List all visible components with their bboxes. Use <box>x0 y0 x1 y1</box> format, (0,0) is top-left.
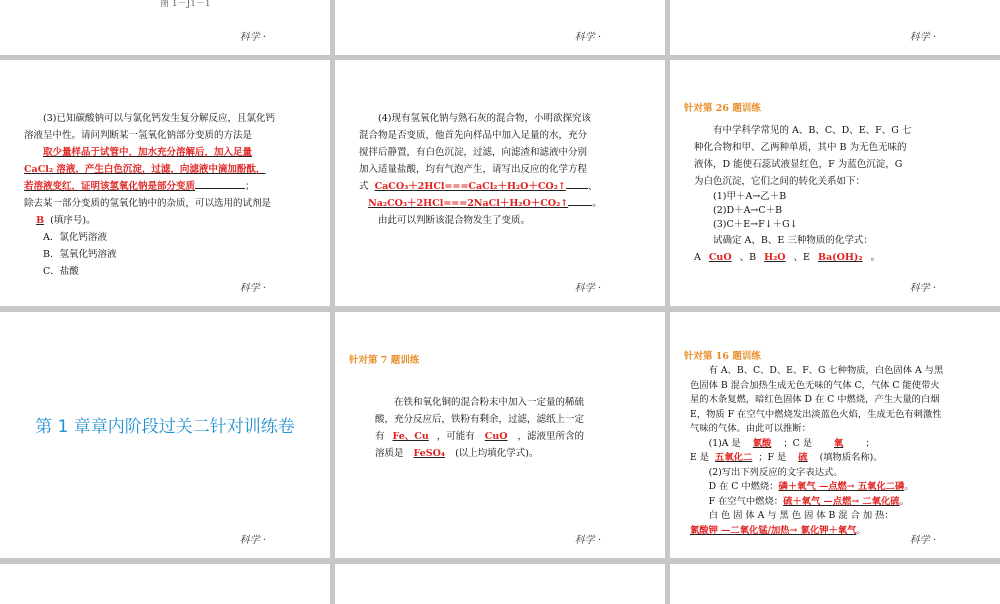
text-line: ，滤液里所含的 <box>517 431 585 442</box>
slide-9 <box>670 312 1000 558</box>
text-line: ；F 是 <box>758 452 787 463</box>
text-line: 星的木条复燃，暗红色固体 D 在 C 中燃烧，产生大量的白烟 <box>690 394 940 405</box>
text-line: 种化合物和甲、乙两种单质，其中 B 为无色无味的 <box>694 142 907 153</box>
reaction-3: (3)C＋E→F↓＋G↓ <box>713 219 798 230</box>
option-a: A．氯化钙溶液 <box>43 232 107 243</box>
text-line: 气味的气体。由此可以推断： <box>690 423 811 434</box>
slide-8-text <box>375 394 625 462</box>
slide-title: 第 1 章章内阶段过关二针对训练卷 <box>35 417 295 437</box>
text-line: 除去某一部分变质的氢氧化钠中的杂质，可以选用的试剂是 <box>24 198 272 209</box>
answer-e: Ba(OH)₂ <box>817 252 863 263</box>
equation-d: 磷＋氧气 —点燃→ 五氧化二磷 <box>778 481 905 492</box>
equation-2: Na₂CO₃＋2HCl===2NaCl＋H₂O＋CO₂↑ <box>368 198 569 209</box>
option-b: B．氢氧化钙溶液 <box>43 249 117 260</box>
text-line: 酸，充分反应后，铁粉有剩余，过滤，滤纸上一定 <box>375 414 585 425</box>
text-line: 有 <box>375 431 385 442</box>
slide-6-text: 有中学科学常见的 A、B、C、D、E、F、G 七 种化合物和甲、乙两种单质，其中 B 为无色无味的 液体，D 能使石蕊试液显红色，F 为蓝色沉淀，G 为白色沉淀，它们之间的转化关系如下： (1)甲＋A→乙＋B (2)D＋A→C＋B (3)C＋E→F↓＋G↓ 试确定 A、B、E 三种物质的化学式： A CuO 、B H₂O 、E Ba(OH)₂ 。 <box>694 122 974 266</box>
equation-a: 氯酸钾 —二氧化锰/加热→ 氯化钾＋氧气 <box>690 524 857 536</box>
slide-footer: 科学 · <box>574 535 601 546</box>
option-c: C．盐酸 <box>43 266 79 277</box>
text-line: ，可能有 <box>436 431 475 442</box>
text-line: 有 A、B、C、D、E、F、G 七种物质，白色固体 A 与黑 <box>708 365 944 376</box>
answer-e: 五氧化二 <box>715 452 753 463</box>
text-line: 白 色 固 体 A 与 黑 色 固 体 B 混 合 加 热： <box>708 510 894 521</box>
slide-8 <box>335 312 665 558</box>
text-line: 在铁和氧化铜的混合粉末中加入一定量的稀硫 <box>394 397 585 408</box>
slide-4 <box>0 60 330 306</box>
text-line: 式 <box>359 181 369 192</box>
slide-5 <box>335 60 665 306</box>
text-line: 由此可以判断该混合物发生了变质。 <box>378 215 531 226</box>
slide-heading: 针对第 7 题训练 <box>349 355 420 366</box>
slide-footer: 科学 · <box>909 32 936 43</box>
answer-2: CuO <box>484 431 508 442</box>
text-line: 溶质是 <box>375 448 404 459</box>
equation-f: 硫＋氧气 —点燃→ 二氧化硫 <box>783 495 900 507</box>
reaction-1: (1)甲＋A→乙＋B <box>713 191 787 202</box>
slide-11 <box>335 564 665 604</box>
text-line: 加入适量盐酸，均有气泡产生，请写出反应的化学方程 <box>359 164 588 175</box>
answer-c: 氧 <box>834 437 844 449</box>
answer-1: Fe、Cu <box>392 431 429 442</box>
slide-7 <box>0 312 330 558</box>
text-line: D 在 C 中燃烧： <box>708 481 779 492</box>
slide-footer: 科学 · <box>239 32 266 43</box>
answer-b: H₂O <box>764 252 786 263</box>
text-line: 有中学科学常见的 A、B、C、D、E、F、G 七 <box>713 125 912 136</box>
blank <box>566 188 588 189</box>
slide-1 <box>0 0 330 55</box>
slide-footer: 科学 · <box>909 283 936 294</box>
text-line: ；C 是 <box>783 437 813 449</box>
slide-3 <box>670 0 1000 55</box>
text-line: (3)已知碳酸钠可以与氯化钙发生复分解反应，且氯化钙 <box>43 113 275 124</box>
slide-12 <box>670 564 1000 604</box>
text-line: E，物质 F 在空气中燃烧发出淡蓝色火焰，生成无色有刺激性 <box>690 408 942 420</box>
blank <box>568 205 592 206</box>
text-line: 搅拌后静置，有白色沉淀，过滤，向滤渣和滤液中分别 <box>359 147 588 158</box>
answer-line: CaCl₂ 溶液，产生白色沉淀，过滤，向滤液中滴加酚酞， <box>24 164 266 175</box>
figure-caption: 图 1－J1－1 <box>160 0 211 9</box>
slide-footer: 科学 · <box>239 283 266 294</box>
slide-10 <box>0 564 330 604</box>
answer-f: 硫 <box>798 452 808 463</box>
slide-footer: 科学 · <box>574 32 601 43</box>
answer-a: CuO <box>708 252 732 263</box>
blank <box>195 188 245 189</box>
slide-heading: 针对第 26 题训练 <box>684 103 761 114</box>
slide-footer: 科学 · <box>909 535 936 546</box>
text-line: F 在空气中燃烧： <box>708 495 784 507</box>
text-line: (以上均填化学式)。 <box>455 448 539 459</box>
answer-line: 取少量样品于试管中，加水充分溶解后，加入足量 <box>43 147 253 158</box>
text-line: (填序号)。 <box>50 215 96 226</box>
answer-line: 若溶液变红，证明该氢氧化钠是部分变质 <box>24 181 196 192</box>
slide-footer: 科学 · <box>239 535 266 546</box>
answer-a: 氯酸 <box>752 437 772 449</box>
reaction-2: (2)D＋A→C＋B <box>713 205 783 216</box>
text-line: 溶液呈中性。请问判断某一氢氧化钠部分变质的方法是 <box>24 130 253 141</box>
slide-9-text: 有 A、B、C、D、E、F、G 七种物质，白色固体 A 与黑 色固体 B 混合加热生成无色无味的气体 C，气体 C 能使带火 星的木条复燃，暗红色固体 D 在 C 中燃烧，产生大量的白烟 E，物质 F 在空气中燃烧发出淡蓝色火焰，生成无色有刺激性 气味的气体。由此可以推断： (1)A 是 氯酸 ；C 是 氧 ； E 是 五氧化二 ；F 是 硫 (填物质名称)。 (2)写出下列反应的文字表达式。 D 在 C 中燃烧：磷＋氧气 —点燃→ 五氧化二磷。 F 在空气中燃烧：硫＋氧气 —点燃→ 二氧化硫。 白 色 固 体 A 与 黑 色 固 体 B 混 合 加 热： 氯酸钾 —二氧化锰/加热→ 氯化钾＋氧气。 <box>690 364 980 538</box>
slide-footer: 科学 · <box>574 283 601 294</box>
text-line: (填物质名称)。 <box>819 452 883 463</box>
text-line: 试确定 A、B、E 三种物质的化学式： <box>713 235 873 246</box>
slide-2 <box>335 0 665 55</box>
slide-heading: 针对第 16 题训练 <box>684 351 761 362</box>
slide-4-text: (3)已知碳酸钠可以与氯化钙发生复分解反应，且氯化钙 溶液呈中性。请问判断某一氢氧化钠部分变质的方法是 取少量样品于试管中，加水充分溶解后，加入足量 CaCl₂ 溶液，产生白色沉淀，过滤，向滤液中滴加酚酞， 若溶液变红，证明该氢氧化钠是部分变质 ； 除去某一部分变质的氢氧化钠中的杂质，可以选用的试剂是 B (填序号)。 A．氯化钙溶液 B．氢氧化钙溶液 C．盐酸 <box>24 110 304 280</box>
text-line: 色固体 B 混合加热生成无色无味的气体 C，气体 C 能使带火 <box>690 379 940 391</box>
answer-b: B <box>36 215 45 226</box>
text-line: 液体，D 能使石蕊试液显红色，F 为蓝色沉淀，G <box>694 159 903 170</box>
text-line: (1)A 是 <box>708 437 741 449</box>
text-line: (2)写出下列反应的文字表达式。 <box>708 466 843 478</box>
text-line: E 是 <box>690 452 710 463</box>
text-line: 为白色沉淀，它们之间的转化关系如下： <box>694 176 866 187</box>
slide-5-text: (4)现有氢氧化钠与熟石灰的混合物，小明欲探究该 混合物是否变质，他首先向样品中加入足量的水，充分 搅拌后静置，有白色沉淀，过滤，向滤渣和滤液中分别 加入适量盐酸，均有气泡产生，请写出反应的化学方程 式 CaCO₃＋2HCl===CaCl₂＋H₂O＋CO₂↑ 、 Na₂CO₃＋2HCl===2NaCl＋H₂O＋CO₂↑ 。 由此可以判断该混合物发生了变质。 <box>359 110 639 229</box>
text-line: 混合物是否变质，他首先向样品中加入足量的水，充分 <box>359 130 588 141</box>
equation-1: CaCO₃＋2HCl===CaCl₂＋H₂O＋CO₂↑ <box>374 181 566 192</box>
answer-3: FeSO₄ <box>413 448 446 459</box>
slide-6 <box>670 60 1000 306</box>
text-line: (4)现有氢氧化钠与熟石灰的混合物，小明欲探究该 <box>378 113 591 124</box>
